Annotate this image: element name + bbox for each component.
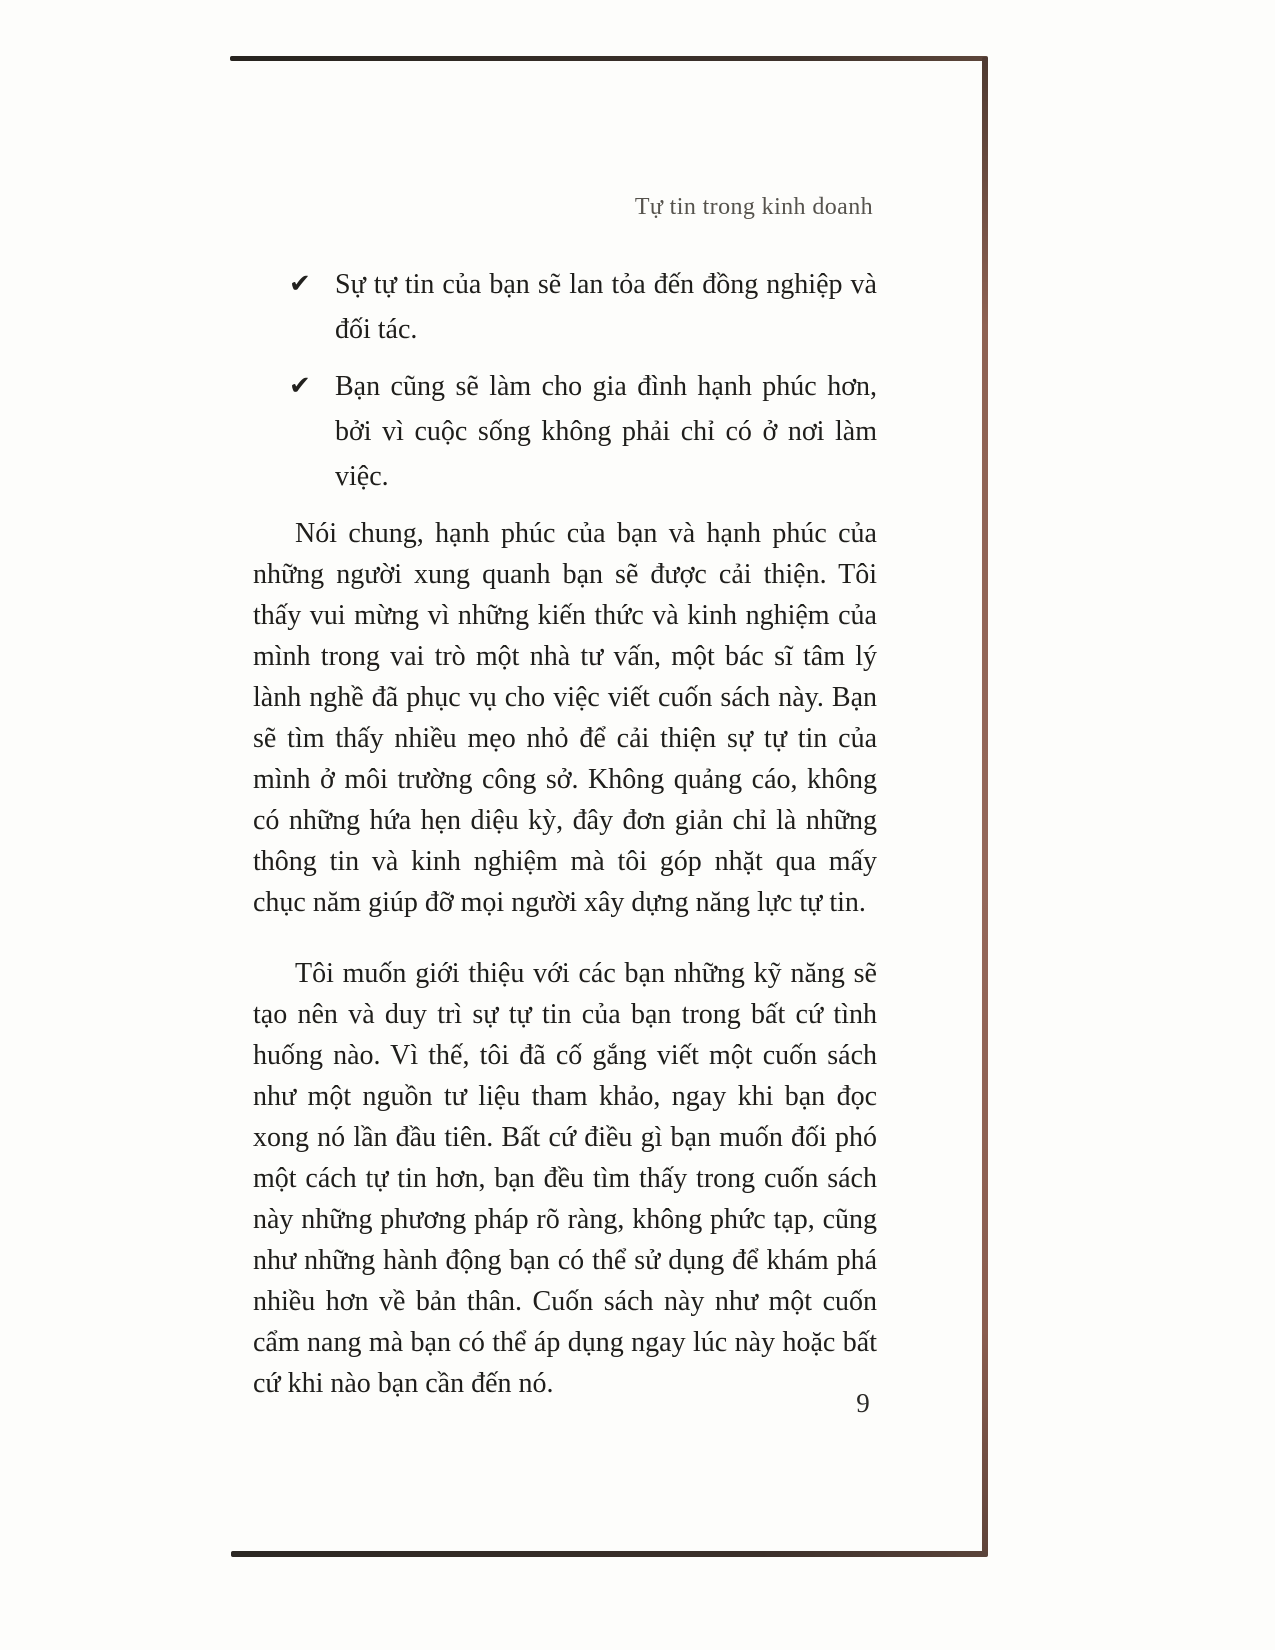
- bullet-list: [289, 262, 877, 499]
- list-item: [289, 262, 877, 352]
- scanned-page-edge-right: [982, 57, 988, 1556]
- list-item: [289, 364, 877, 499]
- scanned-page-edge-top: [230, 56, 988, 61]
- bullet-text: Sự tự tin của bạn sẽ lan tỏa đến đồng nghiệp và đối tác.: [335, 269, 877, 345]
- running-header: Tự tin trong kinh doanh: [634, 194, 873, 220]
- page-number: 9: [856, 1388, 870, 1418]
- page-content: [253, 192, 877, 1434]
- body-paragraph: Nói chung, hạnh phúc của bạn và hạnh phúc của những người xung quanh bạn sẽ được cải thiện. Tôi thấy vui mừng vì những kiến thức và kinh nghiệm của mình trong vai trò một nhà tư vấn, một bác sĩ tâm lý lành nghề đã phục vụ cho việc viết cuốn sách này. Bạn sẽ tìm thấy nhiều mẹo nhỏ để cải thiện sự tự tin của mình ở môi trường công sở. Không quảng cáo, không có những hứa hẹn diệu kỳ, đây đơn giản chỉ là những thông tin và kinh nghiệm mà tôi góp nhặt qua mấy chục năm giúp đỡ mọi người xây dựng năng lực tự tin.: [253, 518, 877, 918]
- checkmark-icon: ✔: [289, 269, 311, 299]
- bullet-text: Bạn cũng sẽ làm cho gia đình hạnh phúc hơn, bởi vì cuộc sống không phải chỉ có ở nơi làm việc.: [335, 371, 877, 492]
- scanned-page-edge-bottom: [231, 1551, 988, 1557]
- body-paragraph: Tôi muốn giới thiệu với các bạn những kỹ năng sẽ tạo nên và duy trì sự tự tin của bạn trong bất cứ tình huống nào. Vì thế, tôi đã cố gắng viết một cuốn sách như một nguồn tư liệu tham khảo, ngay khi bạn đọc xong nó lần đầu tiên. Bất cứ điều gì bạn muốn đối phó một cách tự tin hơn, bạn đều tìm thấy trong cuốn sách này những phương pháp rõ ràng, không phức tạp, cũng như những hành động bạn có thể sử dụng để khám phá nhiều hơn về bản thân. Cuốn sách này như một cuốn cẩm nang mà bạn có thể áp dụng ngay lúc này hoặc bất cứ khi nào bạn cần đến nó.: [253, 958, 877, 1399]
- checkmark-icon: ✔: [289, 371, 311, 401]
